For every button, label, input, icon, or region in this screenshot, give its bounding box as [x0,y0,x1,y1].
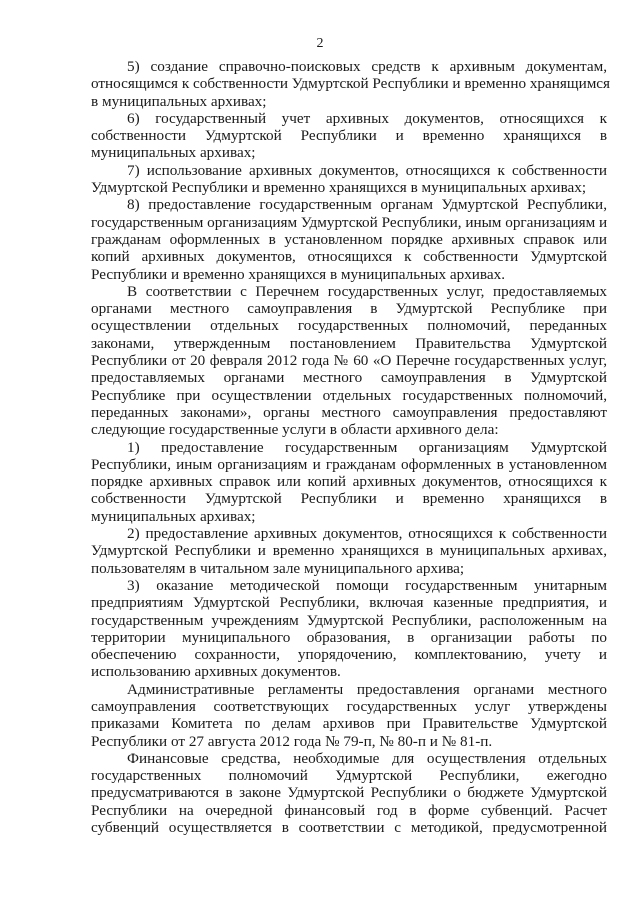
page-number: 2 [316,36,324,51]
text-line: копий архивных документов, относящихся к собственности Удмуртской [91,248,607,266]
text-line: 7) использование архивных документов, относящихся к собственности [127,161,607,179]
text-line: гражданам оформленных в установленном порядке архивных справок или [91,230,607,248]
text-line: самоуправления соответствующих государственных услуг утверждены [91,697,607,715]
text-line: Удмуртской Республики и временно хранящихся в муниципальных архивах, [91,542,607,560]
text-line: Республики и временно хранящихся в муниципальных архивах. [91,265,506,283]
text-line: Республики, иным организациям и гражданам оформленных в установленном [91,455,607,473]
text-line: Республике при осуществлении отдельных государственных полномочий, [91,386,607,404]
text-line: 5) создание справочно-поисковых средств к архивным документам, [127,58,607,75]
text-line: следующие государственные услуги в области архивного дела: [91,421,499,439]
text-line: относящимся к собственности Удмуртской Республики и временно хранящимся [91,75,611,93]
text-line: Республики на очередной финансовый год в форме субвенций. Расчет [91,801,607,819]
paragraph-service-1 [91,439,607,525]
text-line: органами местного самоуправления в Удмуртской Республике при [91,300,607,318]
text-line: государственных полномочий Удмуртской Республики, ежегодно [91,767,607,785]
text-line: использованию архивных документов. [91,663,341,681]
paragraph-regulations [91,681,607,750]
text-line: обеспечению сохранности, упорядочению, комплектованию, учету и [91,646,607,664]
text-line: 1) предоставление государственным организациям Удмуртской [127,438,607,456]
text-line: 8) предоставление государственным органам Удмуртской Республики, [127,196,607,214]
text-line: в муниципальных архивах; [91,92,267,110]
text-line: Финансовые средства, необходимые для осуществления отдельных [127,749,607,767]
text-line: предприятиям Удмуртской Республики, включая казенные предприятия, и [91,594,607,612]
paragraph-item-8 [91,196,607,282]
text-line: государственным учреждениям Удмуртской Республики, расположенным на [91,611,607,629]
text-line: порядке архивных справок или копий архивных документов, относящихся к [91,473,607,491]
text-line: пользователям в читальном зале муниципального архива; [91,559,465,577]
text-line: Республики от 27 августа 2012 года № 79-п, № 80-п и № 81-п. [91,732,493,750]
text-line: предусматриваются в законе Удмуртской Республики о бюджете Удмуртской [91,784,607,802]
paragraph-service-2 [91,525,607,577]
text-line: муниципальных архивах; [91,144,256,162]
text-line: муниципальных архивах; [91,507,256,525]
text-line: предоставляемых органами местного самоуправления в Удмуртской [91,369,607,387]
text-line: государственным организациям Удмуртской Республики, иным организациям и [91,213,608,231]
paragraph-item-6 [91,110,607,162]
text-line: переданных законами», органы местного самоуправления предоставляют [91,403,607,421]
text-line: субвенций осуществляется в соответствии с методикой, предусмотренной [91,819,607,837]
text-line: Удмуртской Республики и временно хранящихся в муниципальных архивах; [91,179,587,197]
text-line: Административные регламенты предоставления органами местного [127,680,607,698]
paragraph-services-intro [91,283,607,439]
text-line: осуществлении отдельных государственных полномочий, переданных [91,317,607,335]
paragraph-item-5 [91,58,611,110]
text-line: 2) предоставление архивных документов, относящихся к собственности [127,525,607,543]
paragraph-finance [91,750,607,836]
text-line: собственности Удмуртской Республики и временно хранящихся в [91,127,607,145]
text-line: 6) государственный учет архивных документов, относящихся к [127,109,607,127]
text-line: законами, утвержденным постановлением Правительства Удмуртской [91,334,607,352]
paragraph-item-7 [91,162,607,197]
text-line: Республики от 20 февраля 2012 года № 60 «О Перечне государственных услуг, [91,352,607,370]
paragraph-service-3 [91,577,607,681]
text-line: В соответствии с Перечнем государственных услуг, предоставляемых [127,282,607,300]
text-line: 3) оказание методической помощи государственным унитарным [127,576,607,594]
text-line: приказами Комитета по делам архивов при Правительстве Удмуртской [91,715,607,733]
text-line: собственности Удмуртской Республики и временно хранящихся в [91,490,607,508]
document-body [91,58,611,837]
text-line: территории муниципального образования, в организации работы по [91,628,607,646]
